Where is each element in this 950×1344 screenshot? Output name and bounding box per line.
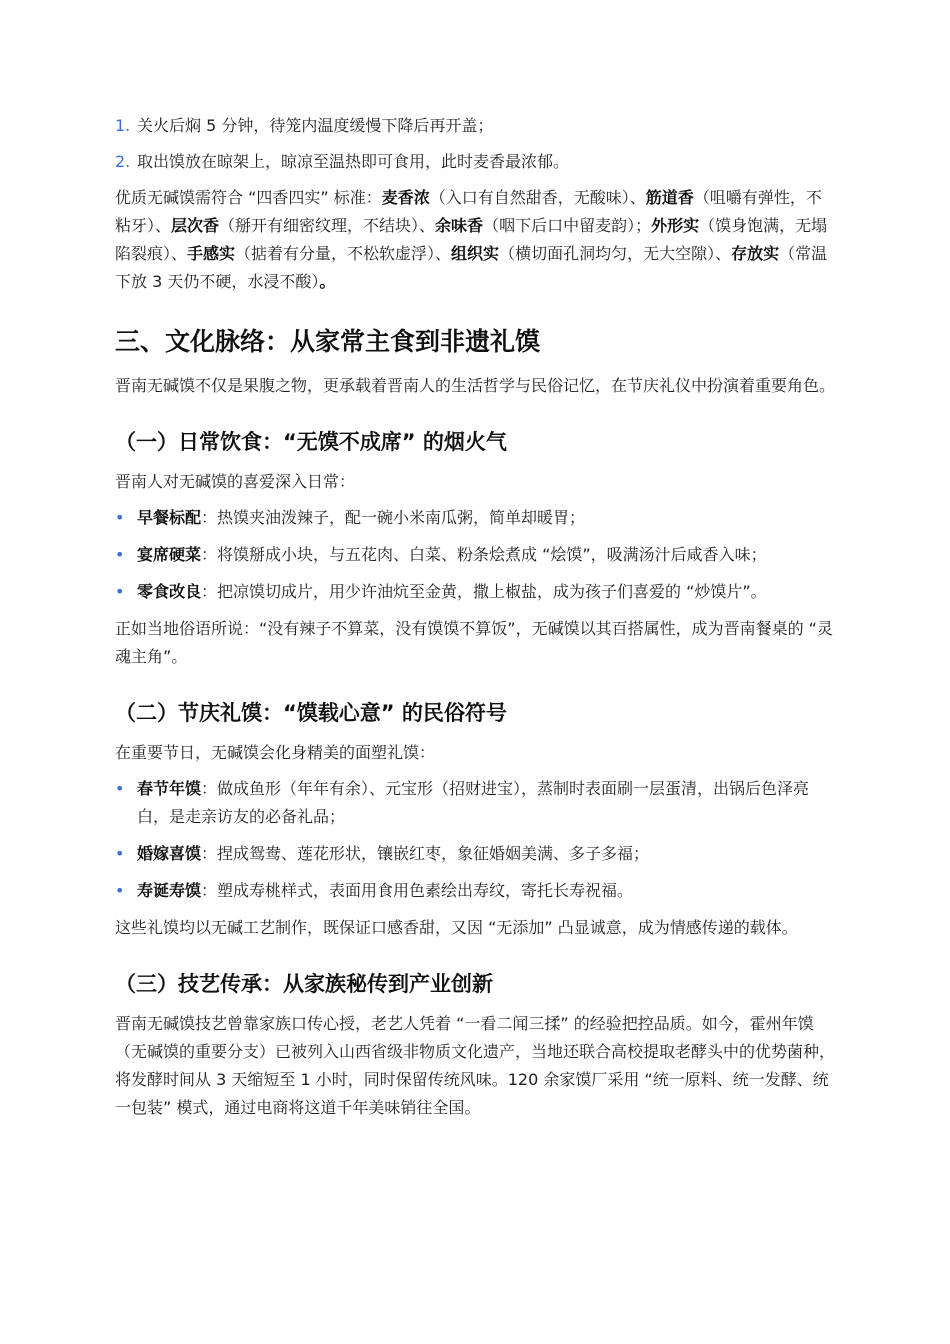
standard-end: 。 [319, 272, 336, 291]
standard-desc: （常温下放 3 天仍不硬，水浸不酸） [115, 244, 828, 291]
bullet-list [115, 504, 837, 606]
standard-term: 余味香 [435, 216, 484, 235]
step-text: 关火后焖 5 分钟，待笼内温度缓慢下降后再开盖； [137, 116, 494, 135]
item-term: 寿诞寿馍 [137, 881, 202, 900]
item-term: 零食改良 [137, 582, 202, 601]
step-item [115, 112, 837, 140]
list-item [115, 578, 837, 606]
standard-term: 存放实 [731, 244, 780, 263]
list-item [115, 775, 837, 831]
step-item [115, 148, 837, 176]
bullet-icon: • [115, 881, 125, 900]
list-item [115, 541, 837, 569]
item-text: ：把凉馍切成片，用少许油炕至金黄，撒上椒盐，成为孩子们喜爱的 “炒馍片”。 [201, 582, 767, 601]
document-page [115, 112, 837, 1122]
list-item [115, 504, 837, 532]
subsection-outro: 这些礼馍均以无碱工艺制作，既保证口感香甜，又因 “无添加” 凸显诚意，成为情感传递的载体。 [115, 918, 798, 937]
subsection-heading: （二）节庆礼馍：“馍载心意” 的民俗符号 [115, 701, 507, 725]
standard-desc: （横切面孔洞均匀，无大空隙）、 [499, 244, 732, 263]
item-term: 春节年馍 [137, 779, 202, 798]
standard-term: 手感实 [187, 244, 236, 263]
standard-desc: （掂着有分量，不松软虚浮）、 [235, 244, 452, 263]
standard-term: 麦香浓 [381, 188, 430, 207]
subsection-body: 晋南无碱馍技艺曾靠家族口传心授，老艺人凭着 “一看二闻三揉” 的经验把控品质。如今，霍州年馍（无碱馍的重要分支）已被列入山西省级非物质文化遗产，当地还联合高校提取老酵头中的优势菌种，将发酵时间从 3 天缩短至 1 小时，同时保留传统风味。120 余家馍厂采用 “统一原料、统一发酵、统一包装” 模式，通过电商将这道千年美味销往全国。 [115, 1014, 836, 1117]
item-text: ：热馍夹油泼辣子，配一碗小米南瓜粥，简单却暖胃； [201, 508, 586, 527]
subsection-intro: 在重要节日，无碱馍会化身精美的面塑礼馍： [115, 743, 436, 762]
standard-intro: 优质无碱馍需符合 “四香四实” 标准： [115, 188, 382, 207]
standard-desc: （掰开有细密纹理，不结块）、 [219, 216, 436, 235]
item-term: 早餐标配 [137, 508, 202, 527]
section-intro: 晋南无碱馍不仅是果腹之物，更承载着晋南人的生活哲学与民俗记忆，在节庆礼仪中扮演着重要角色。 [115, 376, 836, 395]
bullet-list [115, 775, 837, 905]
bullet-icon: • [115, 545, 125, 564]
bullet-icon: • [115, 582, 125, 601]
standard-desc: （咽下后口中留麦韵）； [483, 216, 652, 235]
quality-standard-paragraph [115, 184, 837, 296]
bullet-icon: • [115, 844, 125, 863]
bullet-icon: • [115, 779, 125, 798]
subsection-intro: 晋南人对无碱馍的喜爱深入日常： [115, 472, 356, 491]
subsection-heading: （三）技艺传承：从家族秘传到产业创新 [115, 972, 493, 996]
step-number: 1. [115, 116, 131, 135]
subsection-outro: 正如当地俗语所说：“没有辣子不算菜，没有馍馍不算饭”，无碱馍以其百搭属性，成为晋南餐桌的 “灵魂主角”。 [115, 619, 833, 666]
standard-term: 外形实 [651, 216, 700, 235]
step-text: 取出馍放在晾架上，晾凉至温热即可食用，此时麦香最浓郁。 [137, 152, 570, 171]
item-text: ：塑成寿桃样式，表面用食用色素绘出寿纹，寄托长寿祝福。 [201, 881, 634, 900]
item-text: ：将馍掰成小块，与五花肉、白菜、粉条烩煮成 “烩馍”，吸满汤汁后咸香入味； [201, 545, 767, 564]
item-text: ：捏成鸳鸯、莲花形状，镶嵌红枣，象征婚姻美满、多子多福； [201, 844, 650, 863]
subsection-heading: （一）日常饮食：“无馍不成席” 的烟火气 [115, 430, 507, 454]
standard-desc: （咀嚼有弹性，不粘牙）、 [115, 188, 822, 235]
standard-term: 组织实 [451, 244, 500, 263]
standard-term: 层次香 [171, 216, 220, 235]
step-number: 2. [115, 152, 131, 171]
standard-term: 筋道香 [645, 188, 694, 207]
item-term: 宴席硬菜 [137, 545, 202, 564]
bullet-icon: • [115, 508, 125, 527]
standard-desc: （入口有自然甜香，无酸味）、 [429, 188, 646, 207]
section-heading: 三、文化脉络：从家常主食到非遗礼馍 [115, 327, 541, 356]
list-item [115, 877, 837, 905]
list-item [115, 840, 837, 868]
item-term: 婚嫁喜馍 [137, 844, 202, 863]
item-text: ：做成鱼形（年年有余）、元宝形（招财进宝），蒸制时表面刷一层蛋清，出锅后色泽亮白，是走亲访友的必备礼品； [137, 779, 810, 826]
standard-desc: （馍身饱满，无塌陷裂痕）、 [115, 216, 828, 263]
